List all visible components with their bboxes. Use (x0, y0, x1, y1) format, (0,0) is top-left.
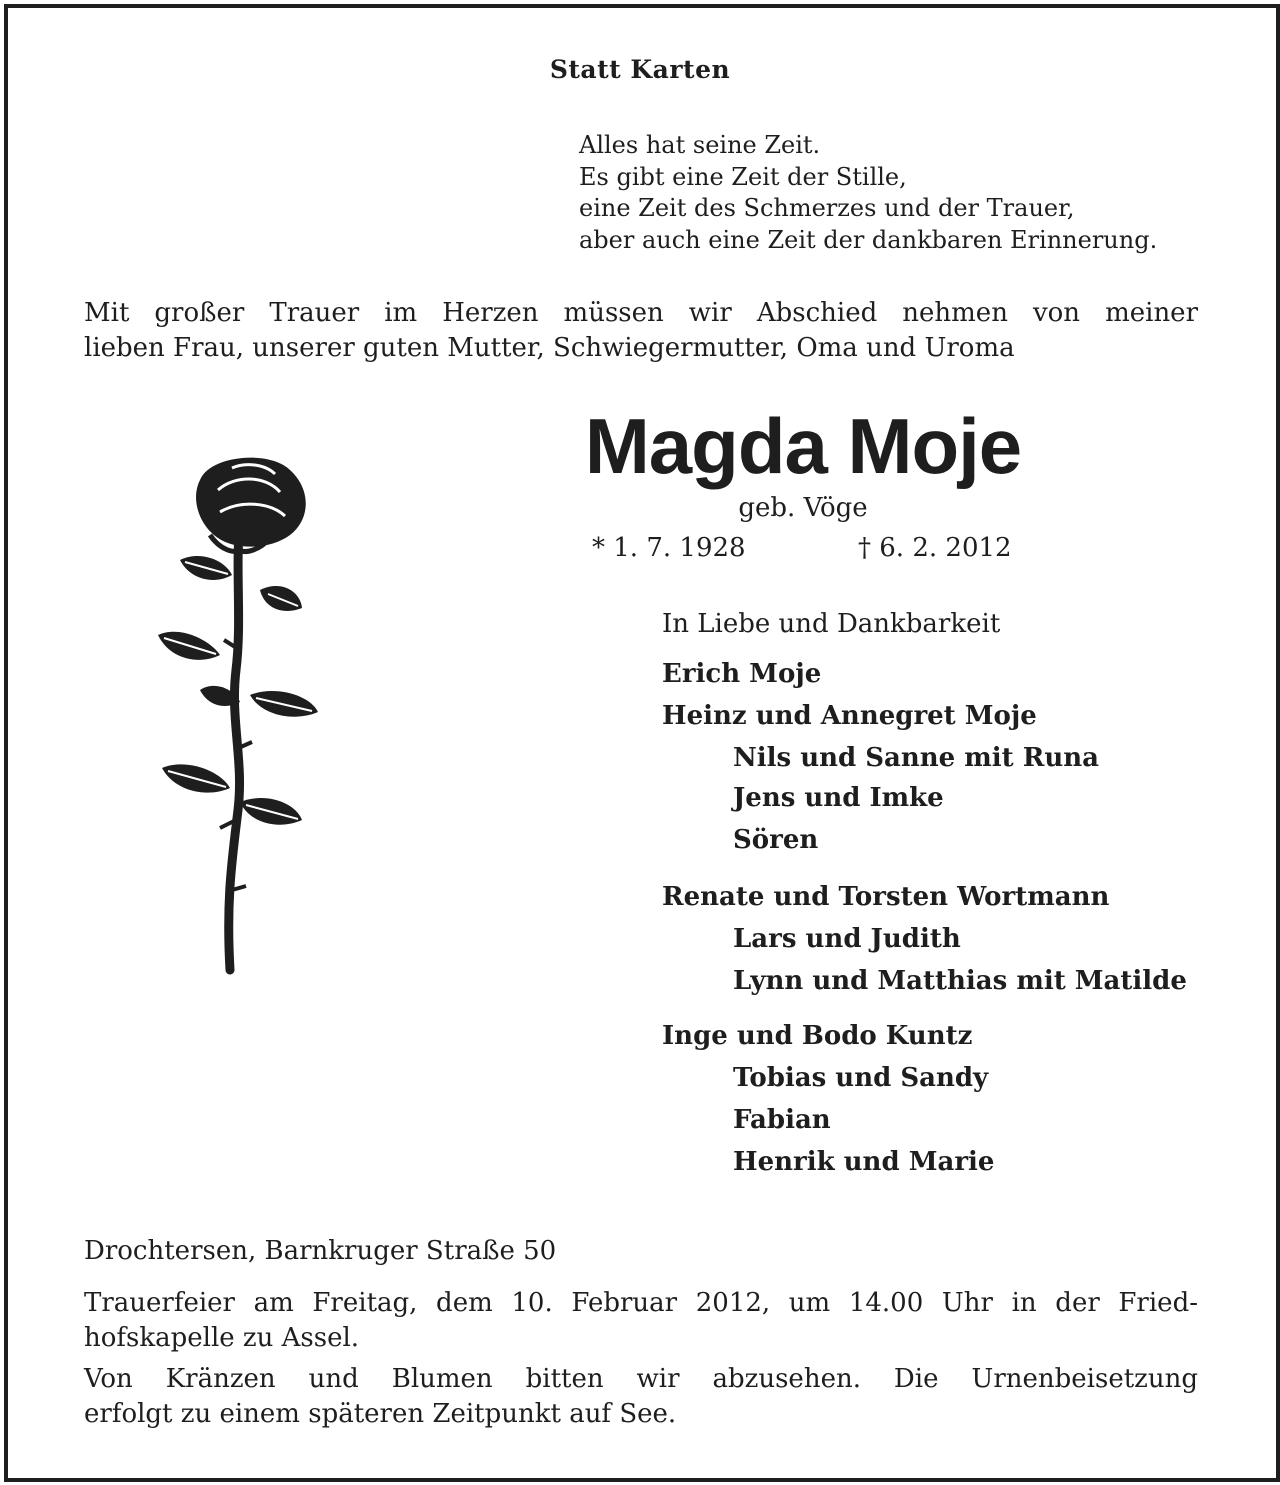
poem-line: eine Zeit des Schmerzes und der Trauer, (579, 194, 1075, 222)
intro-line: lieben Frau, unserer guten Mutter, Schwiegermutter, Oma und Uroma (84, 333, 1015, 363)
family-member: Lars und Judith (733, 924, 961, 954)
family-member: Henrik und Marie (733, 1147, 995, 1177)
request-line: Von Kränzen und Blumen bitten wir abzusehen. Die Urnenbeisetzung (84, 1364, 1198, 1394)
address: Drochtersen, Barnkruger Straße 50 (84, 1236, 557, 1266)
poem (579, 130, 1157, 256)
family-member: Fabian (733, 1105, 831, 1135)
service-info (84, 1286, 1198, 1356)
service-line: hofskapelle zu Assel. (84, 1323, 360, 1353)
birth-name: geb. Vöge (738, 493, 868, 523)
family-member: Tobias und Sandy (733, 1063, 989, 1093)
family-member: Erich Moje (662, 659, 822, 689)
request-info (84, 1362, 1198, 1432)
family-member: Lynn und Matthias mit Matilde (733, 966, 1187, 996)
poem-line: aber auch eine Zeit der dankbaren Erinnerung. (579, 225, 1158, 254)
intro-line: Mit großer Trauer im Herzen müssen wir Abschied nehmen von meiner (84, 298, 1198, 328)
death-date: † 6. 2. 2012 (858, 533, 1012, 563)
family-member: Heinz und Annegret Moje (662, 701, 1037, 731)
service-line: Trauerfeier am Freitag, dem 10. Februar 2012, um 14.00 Uhr in der Fried- (84, 1288, 1198, 1318)
family-member: Nils und Sanne mit Runa (733, 743, 1099, 773)
intro-text (84, 296, 1198, 366)
family-member: Sören (733, 825, 819, 855)
closing-text: In Liebe und Dankbarkeit (662, 609, 1001, 639)
birth-date: * 1. 7. 1928 (592, 533, 746, 563)
family-member: Inge und Bodo Kuntz (662, 1021, 973, 1051)
deceased-name: Magda Moje (584, 402, 1022, 490)
poem-line: Alles hat seine Zeit. (579, 131, 821, 159)
family-member: Jens und Imke (733, 783, 944, 813)
request-line: erfolgt zu einem späteren Zeitpunkt auf See. (84, 1399, 677, 1429)
header-statt-karten: Statt Karten (549, 55, 731, 84)
rose-icon (140, 450, 340, 985)
poem-line: Es gibt eine Zeit der Stille, (579, 162, 907, 191)
family-member: Renate und Torsten Wortmann (662, 882, 1110, 912)
